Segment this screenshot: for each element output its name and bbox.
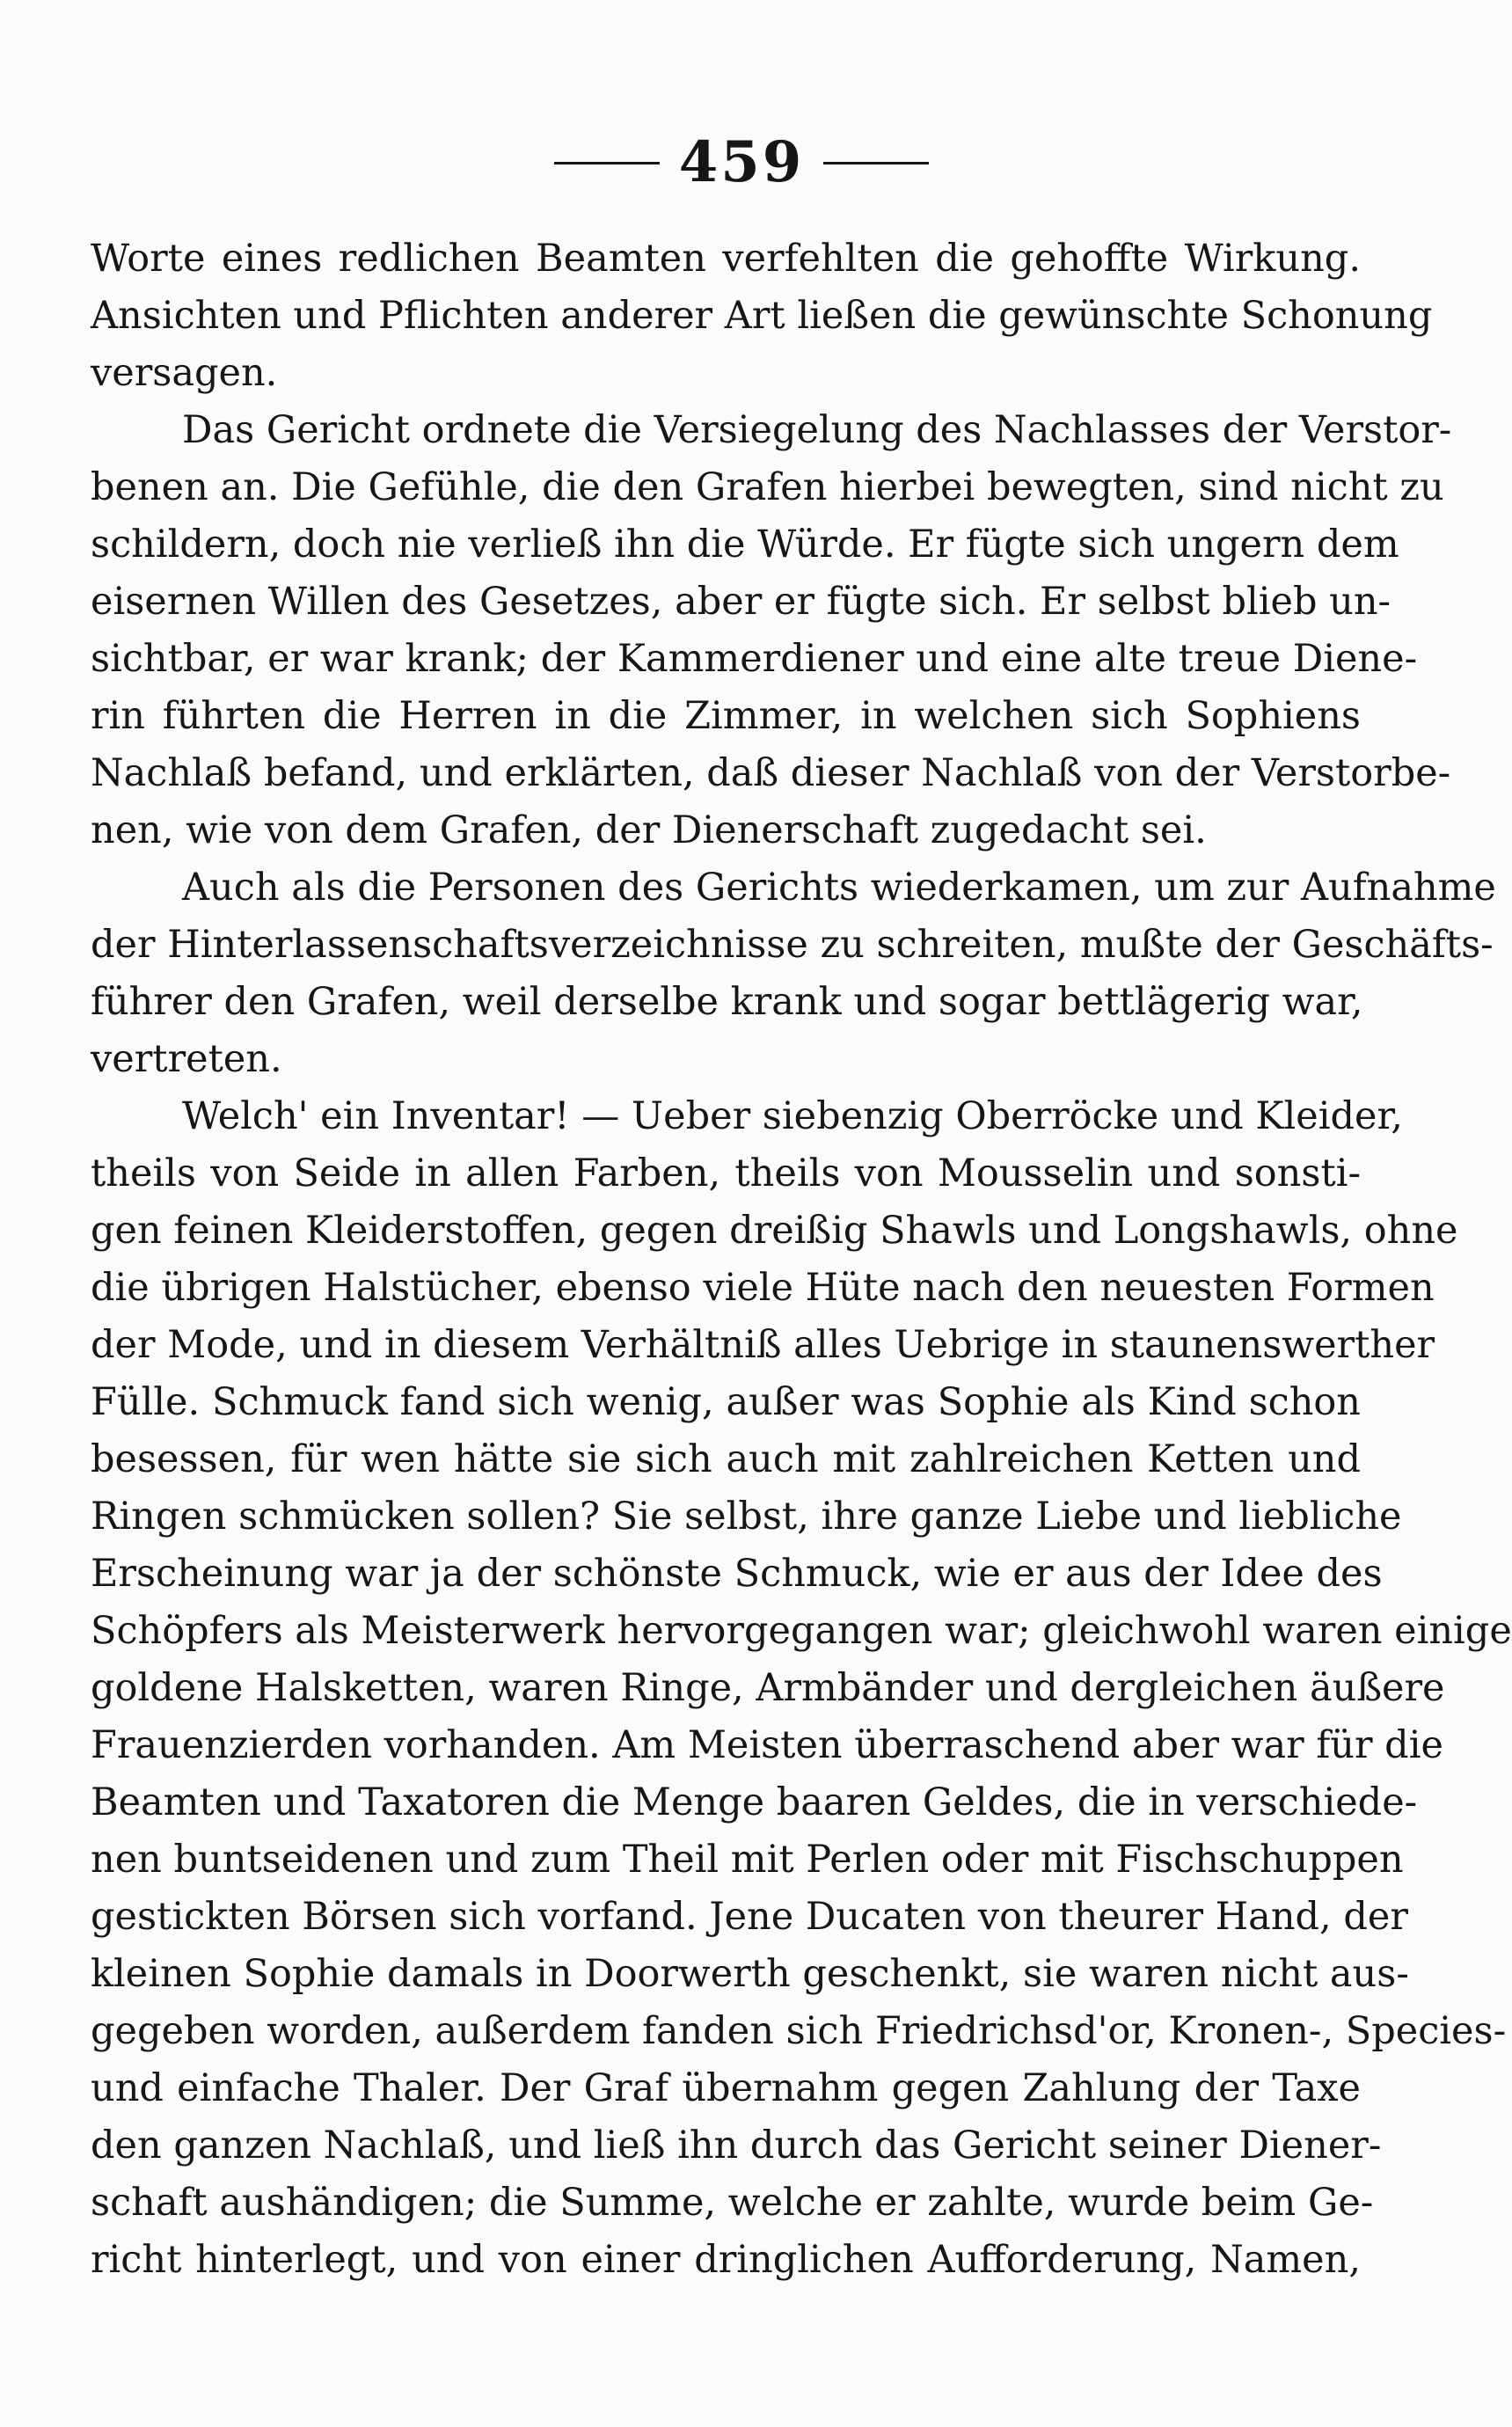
text-line: vertreten. [91, 1037, 282, 1081]
text-line: Erscheinung war ja der schönste Schmuck, wie er aus der Idee des [91, 1552, 1383, 1596]
text-line: schildern, doch nie verließ ihn die Würde. Er fügte sich ungern dem [91, 523, 1399, 567]
paragraph [91, 859, 1496, 1088]
text-line: Fülle. Schmuck fand sich wenig, außer was Sophie als Kind schon [91, 1380, 1361, 1424]
text-line: sichtbar, er war krank; der Kammerdiener und eine alte treue Diene- [91, 637, 1418, 681]
text-line: gestickten Börsen sich vorfand. Jene Ducaten von theurer Hand, der [91, 1895, 1408, 1939]
text-line: schaft aushändigen; die Summe, welche er zahlte, wurde beim Ge- [91, 2181, 1374, 2225]
text-line: Ansichten und Pflichten anderer Art ließen die gewünschte Schonung [91, 294, 1433, 338]
text-line: den ganzen Nachlaß, und ließ ihn durch das Gericht seiner Diener- [91, 2124, 1382, 2167]
text-line: nen buntseidenen und zum Theil mit Perlen oder mit Fischschuppen [91, 1838, 1404, 1882]
paragraph [91, 230, 1433, 402]
text-line: Worte eines redlichen Beamten verfehlten die gehoffte Wirkung. [91, 237, 1361, 281]
text-line: benen an. Die Gefühle, die den Grafen hierbei bewegten, sind nicht zu [91, 465, 1444, 509]
text-line: Beamten und Taxatoren die Menge baaren Geldes, die in verschiede- [91, 1780, 1418, 1824]
text-line: Das Gericht ordnete die Versiegelung des Nachlasses der Verstor- [182, 408, 1452, 452]
text-line: rin führten die Herren in die Zimmer, in welchen sich Sophiens [91, 694, 1361, 738]
paragraph [91, 402, 1452, 859]
page-number: 459 [678, 129, 805, 195]
text-line: der Hinterlassenschaftsverzeichnisse zu schreiten, mußte der Geschäfts- [91, 923, 1494, 967]
text-line: führer den Grafen, weil derselbe krank und sogar bettlägerig war, [91, 980, 1363, 1024]
text-line: der Mode, und in diesem Verhältniß alles Uebrige in staunenswerther [91, 1323, 1435, 1367]
body-text [91, 230, 1512, 2289]
text-line: Auch als die Personen des Gerichts wiederkamen, um zur Aufnahme [182, 866, 1496, 910]
text-line: theils von Seide in allen Farben, theils von Mousselin und sonsti- [91, 1151, 1361, 1195]
text-line: und einfache Thaler. Der Graf übernahm gegen Zahlung der Taxe [91, 2066, 1361, 2110]
text-line: gen feinen Kleiderstoffen, gegen dreißig Shawls und Longshawls, ohne [91, 1209, 1458, 1253]
text-line: Schöpfers als Meisterwerk hervorgegangen war; gleichwohl waren einige [91, 1609, 1512, 1653]
text-line: Nachlaß befand, und erklärten, daß dieser Nachlaß von der Verstorbe- [91, 751, 1451, 795]
text-line: eisernen Willen des Gesetzes, aber er fügte sich. Er selbst blieb un- [91, 580, 1391, 624]
right-rule [823, 162, 929, 164]
text-line: goldene Halsketten, waren Ringe, Armbänder und dergleichen äußere [91, 1666, 1445, 1710]
page-header [0, 123, 1483, 202]
text-line: Frauenzierden vorhanden. Am Meisten überraschend aber war für die [91, 1723, 1443, 1767]
text-line: Ringen schmücken sollen? Sie selbst, ihre ganze Liebe und liebliche [91, 1495, 1402, 1539]
text-line: gegeben worden, außerdem fanden sich Friedrichsd'or, Kronen-, Species- [91, 2009, 1507, 2053]
text-line: kleinen Sophie damals in Doorwerth geschenkt, sie waren nicht aus- [91, 1952, 1409, 1996]
text-line: versagen. [91, 351, 278, 395]
text-line: nen, wie von dem Grafen, der Dienerschaft zugedacht sei. [91, 808, 1207, 852]
text-line: besessen, für wen hätte sie sich auch mit zahlreichen Ketten und [91, 1437, 1361, 1481]
paragraph [91, 1088, 1512, 2289]
text-line: Welch' ein Inventar! — Ueber siebenzig Oberröcke und Kleider, [182, 1094, 1403, 1138]
left-rule [554, 162, 660, 164]
text-line: richt hinterlegt, und von einer dringlichen Aufforderung, Namen, [91, 2238, 1361, 2282]
text-line: die übrigen Halstücher, ebenso viele Hüte nach den neuesten Formen [91, 1266, 1435, 1310]
